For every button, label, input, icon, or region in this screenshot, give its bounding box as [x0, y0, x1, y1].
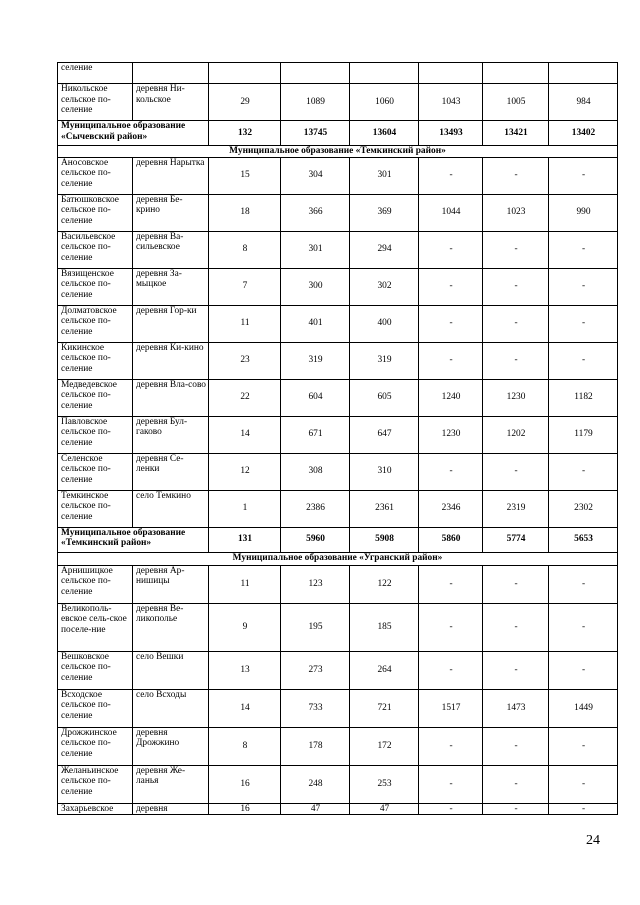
- data-cell: -: [483, 727, 549, 765]
- data-cell: -: [483, 305, 549, 342]
- data-cell: 1043: [419, 84, 483, 121]
- settlement-table: [57, 62, 618, 815]
- table-row: [58, 231, 618, 268]
- data-cell: -: [549, 603, 618, 651]
- data-cell: -: [549, 651, 618, 689]
- admin-center: деревня Дрожжино: [133, 727, 209, 765]
- data-cell: 273: [281, 651, 350, 689]
- data-cell: 29: [209, 84, 281, 121]
- data-cell: 308: [281, 453, 350, 490]
- data-cell: 721: [350, 689, 419, 727]
- data-cell: -: [419, 342, 483, 379]
- table-row: [58, 453, 618, 490]
- data-cell: 253: [350, 765, 419, 803]
- data-cell: 605: [350, 379, 419, 416]
- data-cell: 122: [350, 565, 419, 603]
- total-label: Муниципальное образование «Сычевский район»: [58, 121, 209, 146]
- data-cell: 11: [209, 565, 281, 603]
- data-cell: -: [483, 342, 549, 379]
- data-cell: 195: [281, 603, 350, 651]
- data-cell: -: [549, 157, 618, 194]
- data-cell: 1182: [549, 379, 618, 416]
- admin-center: деревня Ни-кольское: [133, 84, 209, 121]
- settlement-name: Вешковское сельское по-селение: [58, 651, 133, 689]
- data-cell: 14: [209, 689, 281, 727]
- data-cell: [281, 63, 350, 84]
- total-row: [58, 527, 618, 552]
- data-cell: -: [549, 727, 618, 765]
- settlement-name: Селенское сельское по-селение: [58, 453, 133, 490]
- data-cell: 7: [209, 268, 281, 305]
- data-cell: 301: [281, 231, 350, 268]
- data-cell: 1517: [419, 689, 483, 727]
- section-header: [58, 146, 618, 158]
- table-body: [58, 63, 618, 815]
- data-cell: -: [483, 651, 549, 689]
- data-cell: -: [549, 765, 618, 803]
- data-cell: 185: [350, 603, 419, 651]
- data-cell: -: [483, 765, 549, 803]
- admin-center: деревня Бул-гаково: [133, 416, 209, 453]
- data-cell: 310: [350, 453, 419, 490]
- data-cell: -: [549, 268, 618, 305]
- data-cell: 2302: [549, 490, 618, 527]
- data-cell: 248: [281, 765, 350, 803]
- data-cell: -: [483, 157, 549, 194]
- data-cell: -: [419, 157, 483, 194]
- settlement-name: Кикинское сельское по-селение: [58, 342, 133, 379]
- settlement-name: Вязищенское сельское по-селение: [58, 268, 133, 305]
- data-cell: 11: [209, 305, 281, 342]
- data-cell: 16: [209, 765, 281, 803]
- data-cell: 319: [281, 342, 350, 379]
- data-cell: 366: [281, 194, 350, 231]
- data-cell: 1089: [281, 84, 350, 121]
- data-cell: 13421: [483, 121, 549, 146]
- data-cell: 13: [209, 651, 281, 689]
- data-cell: 8: [209, 727, 281, 765]
- data-cell: -: [483, 565, 549, 603]
- data-cell: -: [419, 651, 483, 689]
- data-cell: 990: [549, 194, 618, 231]
- data-cell: -: [419, 803, 483, 815]
- data-cell: [350, 63, 419, 84]
- settlement-name: Всходское сельское по-селение: [58, 689, 133, 727]
- data-cell: 647: [350, 416, 419, 453]
- data-cell: 1473: [483, 689, 549, 727]
- data-cell: 14: [209, 416, 281, 453]
- data-cell: 22: [209, 379, 281, 416]
- data-cell: -: [549, 305, 618, 342]
- data-cell: 16: [209, 803, 281, 815]
- data-cell: 1023: [483, 194, 549, 231]
- settlement-name: Медведевское сельское по-селение: [58, 379, 133, 416]
- data-cell: -: [483, 803, 549, 815]
- section-header: [58, 552, 618, 565]
- data-cell: -: [483, 268, 549, 305]
- data-cell: -: [419, 765, 483, 803]
- admin-center: деревня Гор-ки: [133, 305, 209, 342]
- data-cell: 304: [281, 157, 350, 194]
- data-cell: 13402: [549, 121, 618, 146]
- data-cell: 301: [350, 157, 419, 194]
- table-row: [58, 765, 618, 803]
- data-cell: 178: [281, 727, 350, 765]
- data-cell: -: [419, 727, 483, 765]
- data-cell: 400: [350, 305, 419, 342]
- data-cell: 264: [350, 651, 419, 689]
- data-cell: 1230: [419, 416, 483, 453]
- data-cell: -: [419, 565, 483, 603]
- section-title: Муниципальное образование «Темкинский район»: [58, 146, 618, 158]
- table-row: [58, 268, 618, 305]
- admin-center: село Темкино: [133, 490, 209, 527]
- settlement-name: Никольское сельское по-селение: [58, 84, 133, 121]
- settlement-name: Захарьевское: [58, 803, 133, 815]
- admin-center: деревня Нарытка: [133, 157, 209, 194]
- admin-center: [133, 63, 209, 84]
- admin-center: деревня Се-ленки: [133, 453, 209, 490]
- data-cell: 2386: [281, 490, 350, 527]
- data-cell: -: [549, 342, 618, 379]
- settlement-name: Васильевское сельское по-селение: [58, 231, 133, 268]
- admin-center: деревня Ки-кино: [133, 342, 209, 379]
- data-cell: -: [549, 803, 618, 815]
- data-cell: 984: [549, 84, 618, 121]
- data-cell: 369: [350, 194, 419, 231]
- data-cell: 733: [281, 689, 350, 727]
- total-label: Муниципальное образование «Темкинский район»: [58, 527, 209, 552]
- admin-center: деревня Ве-ликополье: [133, 603, 209, 651]
- data-cell: -: [483, 603, 549, 651]
- table-row: [58, 157, 618, 194]
- data-cell: 1202: [483, 416, 549, 453]
- data-cell: 1240: [419, 379, 483, 416]
- table-row: [58, 651, 618, 689]
- data-cell: 18: [209, 194, 281, 231]
- settlement-name: Арнишицкое сельское по-селение: [58, 565, 133, 603]
- data-cell: 23: [209, 342, 281, 379]
- data-cell: 13745: [281, 121, 350, 146]
- data-cell: 2361: [350, 490, 419, 527]
- data-cell: -: [419, 268, 483, 305]
- data-cell: 1449: [549, 689, 618, 727]
- settlement-name: Батюшковское сельское по-селение: [58, 194, 133, 231]
- table-row: [58, 416, 618, 453]
- page-number: 24: [586, 833, 600, 848]
- data-cell: 401: [281, 305, 350, 342]
- table-row: [58, 689, 618, 727]
- admin-center: село Вешки: [133, 651, 209, 689]
- data-cell: 2346: [419, 490, 483, 527]
- data-cell: 47: [281, 803, 350, 815]
- data-cell: -: [549, 231, 618, 268]
- data-cell: 12: [209, 453, 281, 490]
- settlement-name: Аносовское сельское по-селение: [58, 157, 133, 194]
- table-row: [58, 490, 618, 527]
- admin-center: деревня Вла-сово: [133, 379, 209, 416]
- data-cell: 8: [209, 231, 281, 268]
- data-cell: -: [419, 305, 483, 342]
- table-row: [58, 603, 618, 651]
- data-cell: 13493: [419, 121, 483, 146]
- data-cell: -: [419, 603, 483, 651]
- data-cell: 172: [350, 727, 419, 765]
- data-cell: 5774: [483, 527, 549, 552]
- data-cell: 13604: [350, 121, 419, 146]
- data-cell: 1044: [419, 194, 483, 231]
- data-cell: 5908: [350, 527, 419, 552]
- data-cell: 15: [209, 157, 281, 194]
- settlement-name: Дрожжинское сельское по-селение: [58, 727, 133, 765]
- admin-center: деревня: [133, 803, 209, 815]
- data-cell: 302: [350, 268, 419, 305]
- data-cell: 294: [350, 231, 419, 268]
- admin-center: деревня За-мыцкое: [133, 268, 209, 305]
- data-cell: -: [483, 231, 549, 268]
- data-cell: [549, 63, 618, 84]
- data-cell: [209, 63, 281, 84]
- data-cell: 1005: [483, 84, 549, 121]
- admin-center: село Всходы: [133, 689, 209, 727]
- data-cell: 1060: [350, 84, 419, 121]
- data-cell: 1: [209, 490, 281, 527]
- data-cell: 5653: [549, 527, 618, 552]
- total-row: [58, 121, 618, 146]
- settlement-name: селение: [58, 63, 133, 84]
- table-row: [58, 84, 618, 121]
- data-cell: [483, 63, 549, 84]
- data-cell: 1230: [483, 379, 549, 416]
- admin-center: деревня Ва-сильевское: [133, 231, 209, 268]
- table-row: [58, 803, 618, 815]
- settlement-name: Темкинское сельское по-селение: [58, 490, 133, 527]
- admin-center: деревня Бе-крино: [133, 194, 209, 231]
- data-cell: 5960: [281, 527, 350, 552]
- data-cell: -: [419, 231, 483, 268]
- data-cell: 300: [281, 268, 350, 305]
- data-cell: 1179: [549, 416, 618, 453]
- data-cell: 2319: [483, 490, 549, 527]
- section-title: Муниципальное образование «Угранский район»: [58, 552, 618, 565]
- data-cell: 671: [281, 416, 350, 453]
- table-row: [58, 565, 618, 603]
- settlement-name: Желаньинское сельское по-селение: [58, 765, 133, 803]
- data-cell: 9: [209, 603, 281, 651]
- data-cell: -: [549, 565, 618, 603]
- table-row: [58, 194, 618, 231]
- table-row: [58, 305, 618, 342]
- data-cell: 123: [281, 565, 350, 603]
- table-row: [58, 342, 618, 379]
- admin-center: деревня Ар-нишицы: [133, 565, 209, 603]
- table-row: [58, 379, 618, 416]
- admin-center: 131: [209, 527, 281, 552]
- data-cell: 5860: [419, 527, 483, 552]
- data-cell: 319: [350, 342, 419, 379]
- data-cell: 604: [281, 379, 350, 416]
- settlement-name: Великополь-евское сель-ское поселе-ние: [58, 603, 133, 651]
- data-cell: -: [549, 453, 618, 490]
- table-row: [58, 727, 618, 765]
- data-cell: -: [419, 453, 483, 490]
- data-cell: 47: [350, 803, 419, 815]
- data-cell: [419, 63, 483, 84]
- settlement-name: Долматовское сельское по-селение: [58, 305, 133, 342]
- admin-center: деревня Же-ланья: [133, 765, 209, 803]
- settlement-name: Павловское сельское по-селение: [58, 416, 133, 453]
- data-cell: -: [483, 453, 549, 490]
- admin-center: 132: [209, 121, 281, 146]
- table-row: [58, 63, 618, 84]
